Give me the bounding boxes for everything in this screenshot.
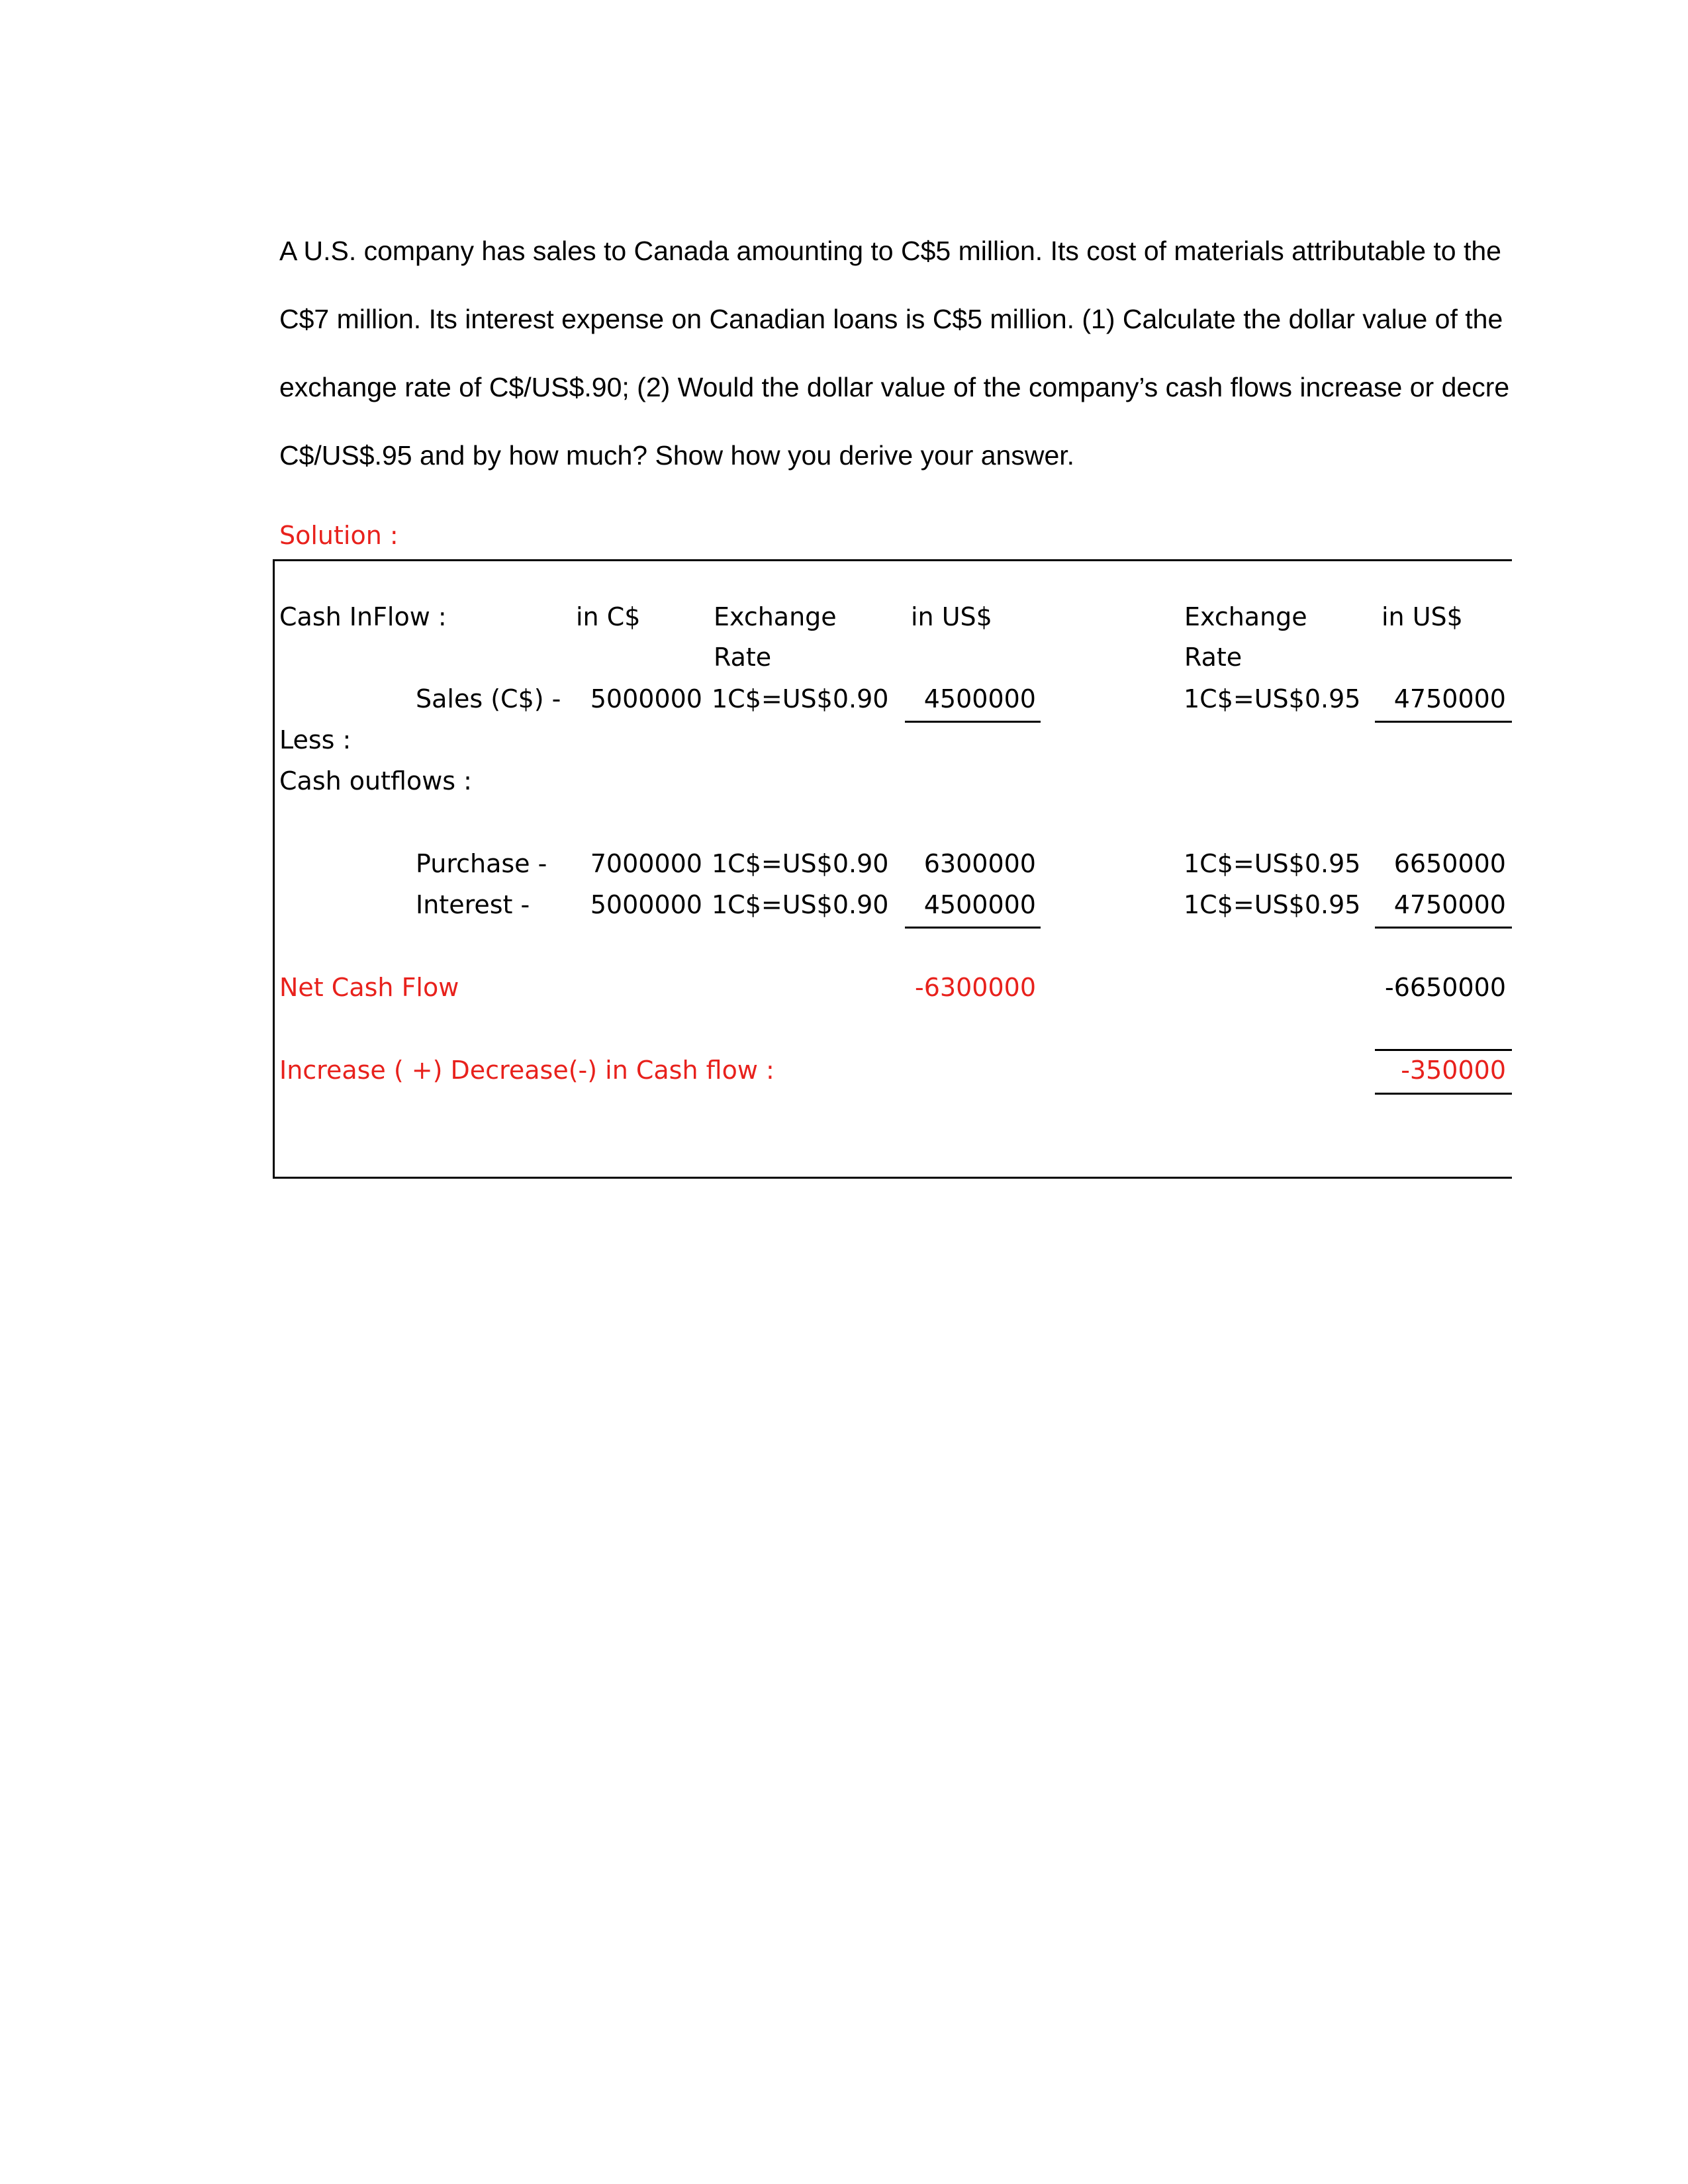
net-cash-flow-usd-1: -6300000: [915, 973, 1036, 1002]
cash-outflows-heading: Cash outflows :: [279, 766, 472, 796]
change-in-cash-flow-label: Increase ( +) Decrease(-) in Cash flow :: [279, 1056, 774, 1085]
question-line-3: exchange rate of C$/US$.90; (2) Would the dollar value of the company’s cash flows increase or decre: [279, 372, 1510, 402]
solution-label: Solution :: [279, 521, 399, 550]
sales-label: Sales (C$) -: [416, 684, 561, 713]
interest-usd-1: 4500000: [923, 890, 1036, 919]
less-label: Less :: [279, 725, 352, 754]
column-header-in-usd-2: in US$: [1382, 602, 1463, 631]
column-header-exchange-1: Exchange: [714, 602, 837, 631]
sales-rate-1: 1C$=US$0.90: [712, 684, 889, 713]
net-cash-flow-label: Net Cash Flow: [279, 973, 459, 1002]
sales-usd-2: 4750000: [1393, 684, 1506, 713]
net-cash-flow-usd-2: -6650000: [1385, 973, 1506, 1002]
purchase-cad: 7000000: [590, 849, 702, 878]
purchase-usd-1: 6300000: [923, 849, 1036, 878]
purchase-rate-1: 1C$=US$0.90: [712, 849, 889, 878]
interest-usd-2-underline: [1375, 927, 1512, 929]
interest-usd-1-underline: [905, 927, 1041, 929]
change-overline: [1375, 1049, 1512, 1051]
interest-label: Interest -: [416, 890, 530, 919]
question-line-2: C$7 million. Its interest expense on Canadian loans is C$5 million. (1) Calculate the dollar value of the: [279, 304, 1503, 334]
purchase-usd-2: 6650000: [1393, 849, 1506, 878]
question-line-1: A U.S. company has sales to Canada amounting to C$5 million. Its cost of materials attributable to the: [279, 236, 1501, 266]
sales-rate-2: 1C$=US$0.95: [1184, 684, 1361, 713]
column-header-in-usd-1: in US$: [911, 602, 992, 631]
change-in-cash-flow-value: -350000: [1401, 1056, 1506, 1085]
purchase-label: Purchase -: [416, 849, 547, 878]
cash-inflow-heading: Cash InFlow :: [279, 602, 447, 631]
purchase-rate-2: 1C$=US$0.95: [1184, 849, 1361, 878]
column-header-rate-1: Rate: [714, 643, 772, 672]
change-underline: [1375, 1093, 1512, 1095]
column-header-exchange-2: Exchange: [1184, 602, 1307, 631]
sales-usd-1: 4500000: [923, 684, 1036, 713]
sales-usd-1-underline: [905, 721, 1041, 723]
interest-rate-1: 1C$=US$0.90: [712, 890, 889, 919]
sales-cad: 5000000: [590, 684, 702, 713]
interest-rate-2: 1C$=US$0.95: [1184, 890, 1361, 919]
sales-usd-2-underline: [1375, 721, 1512, 723]
question-line-4: C$/US$.95 and by how much? Show how you derive your answer.: [279, 440, 1075, 471]
interest-cad: 5000000: [590, 890, 702, 919]
interest-usd-2: 4750000: [1393, 890, 1506, 919]
column-header-rate-2: Rate: [1184, 643, 1243, 672]
column-header-in-cad: in C$: [576, 602, 641, 631]
